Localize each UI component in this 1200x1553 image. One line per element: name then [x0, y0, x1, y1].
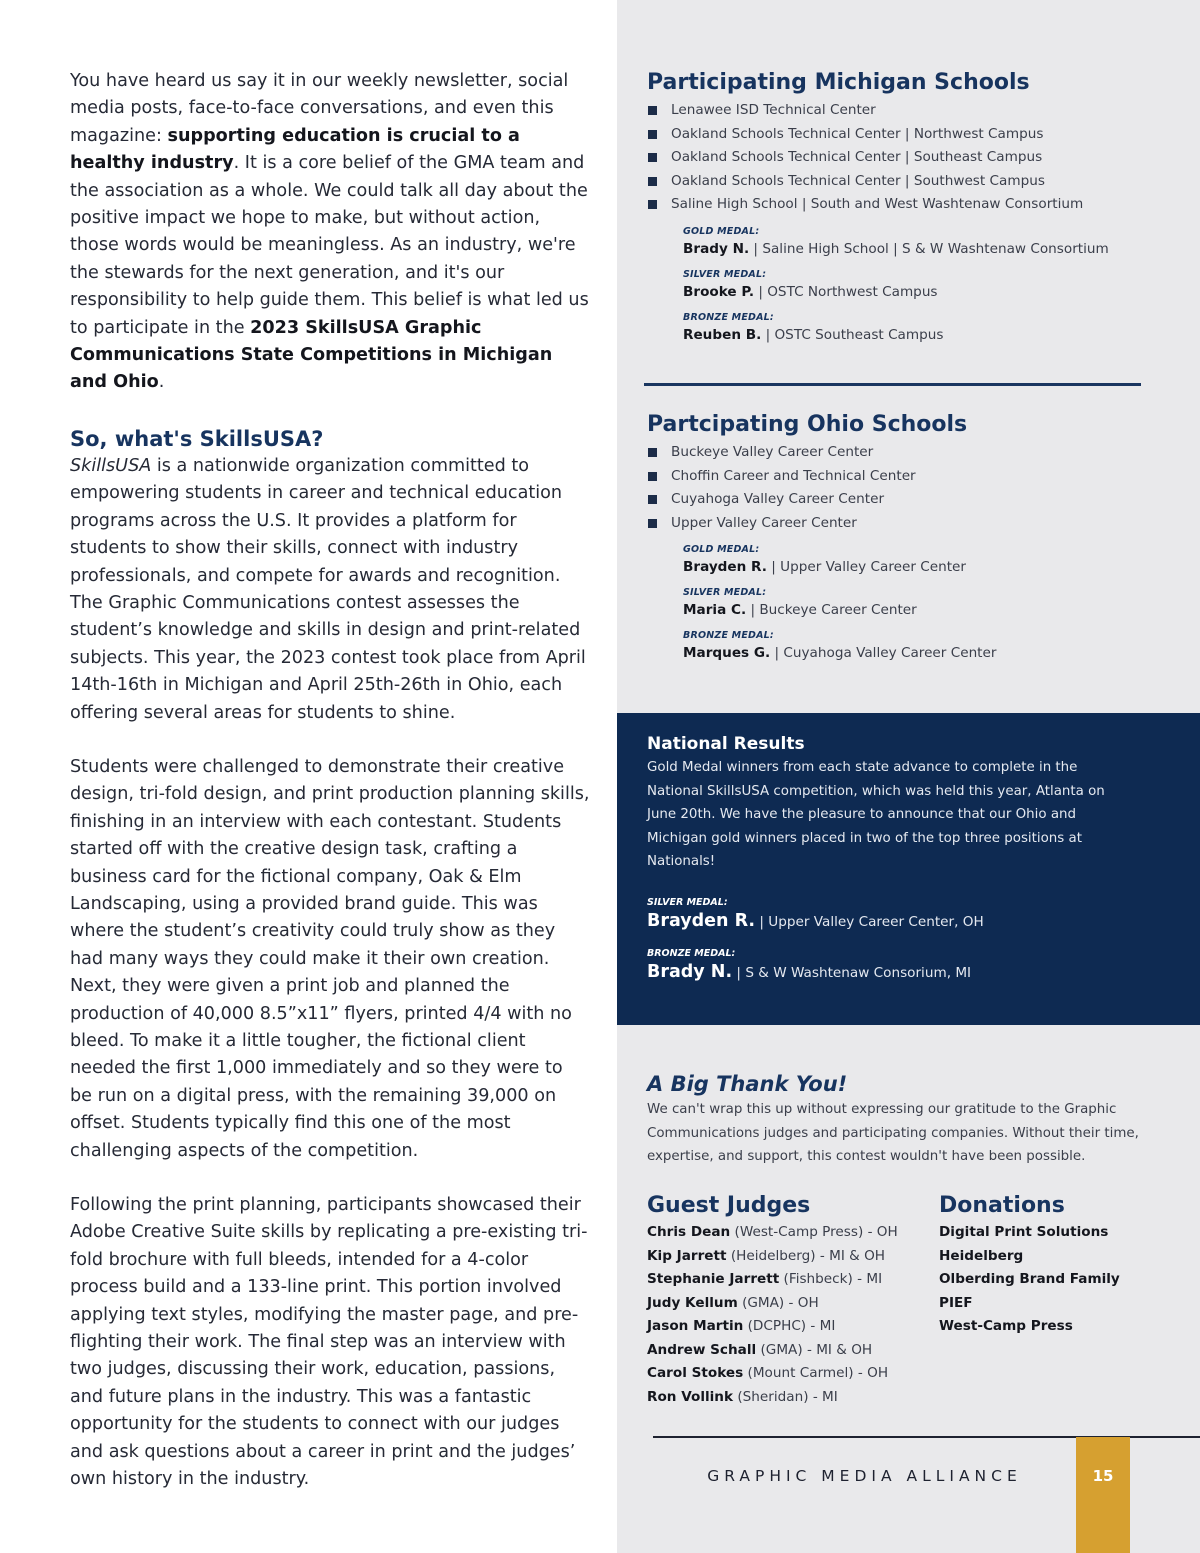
medal-line: Reuben B. | OSTC Southeast Campus: [683, 326, 944, 343]
square-bullet-icon: [648, 106, 657, 115]
national-title: National Results: [647, 734, 805, 754]
list-item: Chris Dean (West-Camp Press) - OH: [647, 1224, 898, 1240]
national-text: Gold Medal winners from each state advance to complete in the National SkillsUSA competition, which was held this year, Atlanta on June 20th. We have the pleasure to announce that our Ohio and Michigan gold winners placed in two of the top three positions at Nationals!: [647, 760, 1105, 870]
section-divider: [644, 383, 1141, 386]
donations-section: [939, 1191, 1169, 1339]
medal-entry: [683, 225, 1147, 259]
ohio-school-list: [647, 441, 1147, 535]
list-item: Oakland Schools Technical Center | Southwest Campus: [647, 170, 1147, 194]
publication-name: GRAPHIC MEDIA ALLIANCE: [707, 1467, 1022, 1485]
list-item: Heidelberg: [939, 1247, 1024, 1264]
square-bullet-icon: [648, 130, 657, 139]
donations-title: Donations: [939, 1193, 1065, 1218]
list-item: Andrew Schall (GMA) - MI & OH: [647, 1341, 873, 1358]
thank-you-section: [647, 1070, 1147, 1169]
list-item: Stephanie Jarrett (Fishbeck) - MI: [647, 1271, 883, 1287]
thank-you-title: A Big Thank You!: [647, 1072, 848, 1096]
square-bullet-icon: [648, 448, 657, 457]
medal-label: SILVER MEDAL:: [683, 268, 767, 280]
list-item: Judy Kellum (GMA) - OH: [647, 1294, 819, 1311]
square-bullet-icon: [648, 519, 657, 528]
intro-paragraph: [70, 68, 590, 397]
michigan-school-list: [647, 99, 1147, 217]
list-item: Upper Valley Career Center: [647, 512, 1147, 536]
square-bullet-icon: [648, 177, 657, 186]
medal-entry: [683, 268, 1147, 302]
list-item: Lenawee ISD Technical Center: [647, 99, 1147, 123]
square-bullet-icon: [648, 153, 657, 162]
guest-judges-title: Guest Judges: [647, 1193, 811, 1218]
list-item: Jason Martin (DCPHC) - MI: [647, 1318, 836, 1334]
list-item: Buckeye Valley Career Center: [647, 441, 1147, 465]
challenge-paragraph: Students were challenged to demonstrate their creative design, tri-fold design, and print production planning skills, finishing in an interview with each contestant. Students started off with the creative design task, crafting a business card for the fictional company, Oak & Elm Landscaping, using a provided brand guide. This was where the student’s creativity could truly show as they had many ways they could make it their own creation. Next, they were given a print job and planned the production of 40,000 8.5”x11” flyers, printed 4/4 with no bleed. To make it a little tougher, the fictional client needed the first 1,000 immediately and so they were to be run on a digital press, with the remaining 39,000 on offset. Students typically find this one of the most challenging aspects of the competition.: [70, 756, 590, 1161]
medal-entry: [683, 543, 1147, 577]
medal-entry: [683, 586, 1147, 620]
michigan-section: [647, 68, 1147, 354]
section-heading: So, what's SkillsUSA?: [70, 426, 324, 451]
medal-line: Brady N. | Saline High School | S & W Washtenaw Consortium: [683, 240, 1109, 257]
medal-line: Brady N. | S & W Washtenaw Consorium, MI: [647, 961, 972, 982]
list-item: West-Camp Press: [939, 1318, 1073, 1334]
intro-text-1: You have heard us say it in our weekly newsletter, social media posts, face-to-face conversations, and even this magazine:: [70, 71, 569, 146]
national-medal-entry: [647, 896, 1127, 933]
michigan-medals: [683, 225, 1147, 345]
medal-label: SILVER MEDAL:: [647, 896, 728, 908]
intro-bold-1: supporting education is crucial to a healthy industry: [70, 125, 520, 174]
list-item: Kip Jarrett (Heidelberg) - MI & OH: [647, 1247, 885, 1264]
list-item: Saline High School | South and West Washtenaw Consortium: [647, 193, 1147, 217]
square-bullet-icon: [648, 472, 657, 481]
intro-text-2: . It is a core belief of the GMA team and the association as a whole. We could talk all day about the positive impact we hope to make, but without action, those words would be meaningless. As an industry, we're the stewards for the next generation, and it's our responsibility to help guide them. This belief is what led us to participate in the: [70, 153, 589, 338]
medal-label: BRONZE MEDAL:: [647, 947, 736, 959]
thank-you-text: We can't wrap this up without expressing our gratitude to the Graphic Communications judges and participating companies. Without their time, expertise, and support, this contest wouldn't have been possible.: [647, 1102, 1139, 1165]
page-number: 15: [1092, 1467, 1114, 1485]
square-bullet-icon: [648, 495, 657, 504]
list-item: Carol Stokes (Mount Carmel) - OH: [647, 1365, 889, 1381]
medal-entry: [683, 311, 1147, 345]
medal-entry: [683, 629, 1147, 663]
national-results-box: [617, 713, 1200, 1025]
list-item: Digital Print Solutions: [939, 1224, 1109, 1240]
page-number-tab: [1076, 1437, 1130, 1553]
michigan-title: Participating Michigan Schools: [647, 70, 1030, 95]
medal-line: Brayden R. | Upper Valley Career Center, OH: [647, 910, 984, 931]
medal-line: Brayden R. | Upper Valley Career Center: [683, 559, 966, 575]
skillsusa-italic: SkillsUSA: [70, 455, 152, 476]
article-column: [70, 68, 590, 1494]
list-item: PIEF: [939, 1294, 973, 1311]
print-planning-paragraph: Following the print planning, participants showcased their Adobe Creative Suite skills by replicating a pre-existing tri-fold brochure with full bleeds, intended for a 4-color process build and a 133-line print. This portion involved applying text styles, modifying the master page, and pre-flighting their work. The final step was an interview with two judges, discussing their work, education, passions, and future plans in the industry. This was a fantastic opportunity for the students to connect with our judges and ask questions about a career in print and the judges’ own history in the industry.: [70, 1195, 588, 1490]
medal-label: GOLD MEDAL:: [683, 544, 760, 555]
intro-text-3: .: [158, 372, 165, 393]
skillsusa-text: is a nationwide organization committed to empowering students in career and technical education programs across the U.S. It provides a platform for students to show their skills, connect with industry professionals, and compete for awards and recognition. The Graphic Communications contest assesses the student’s knowledge and skills in design and print-related subjects. This year, the 2023 contest took place from April 14th-16th in Michigan and April 25th-26th in Ohio, each offering several areas for students to shine.: [70, 455, 586, 723]
medal-label: GOLD MEDAL:: [683, 225, 760, 237]
medal-line: Marques G. | Cuyahoga Valley Career Center: [683, 645, 997, 661]
medal-line: Brooke P. | OSTC Northwest Campus: [683, 283, 938, 300]
ohio-medals: [683, 543, 1147, 663]
ohio-title: Partcipating Ohio Schools: [647, 412, 968, 437]
list-item: Oakland Schools Technical Center | Southeast Campus: [647, 146, 1147, 170]
list-item: Ron Vollink (Sheridan) - MI: [647, 1388, 838, 1405]
guest-judges-section: [647, 1191, 927, 1409]
judges-list: [647, 1221, 927, 1409]
ohio-section: [647, 410, 1147, 672]
list-item: Olberding Brand Family: [939, 1271, 1120, 1287]
list-item: Cuyahoga Valley Career Center: [647, 488, 1147, 512]
list-item: Choffin Career and Technical Center: [647, 465, 1147, 489]
skillsusa-paragraph: [70, 453, 590, 727]
intro-bold-2: 2023 SkillsUSA Graphic Communications State Competitions in Michigan and Ohio: [70, 317, 553, 393]
list-item: Oakland Schools Technical Center | Northwest Campus: [647, 123, 1147, 147]
square-bullet-icon: [648, 200, 657, 209]
donations-list: [939, 1221, 1169, 1339]
national-medal-entry: [647, 947, 1127, 984]
medal-label: SILVER MEDAL:: [683, 587, 767, 598]
medal-label: BRONZE MEDAL:: [683, 311, 774, 323]
medal-line: Maria C. | Buckeye Career Center: [683, 602, 917, 618]
medal-label: BRONZE MEDAL:: [683, 630, 774, 641]
